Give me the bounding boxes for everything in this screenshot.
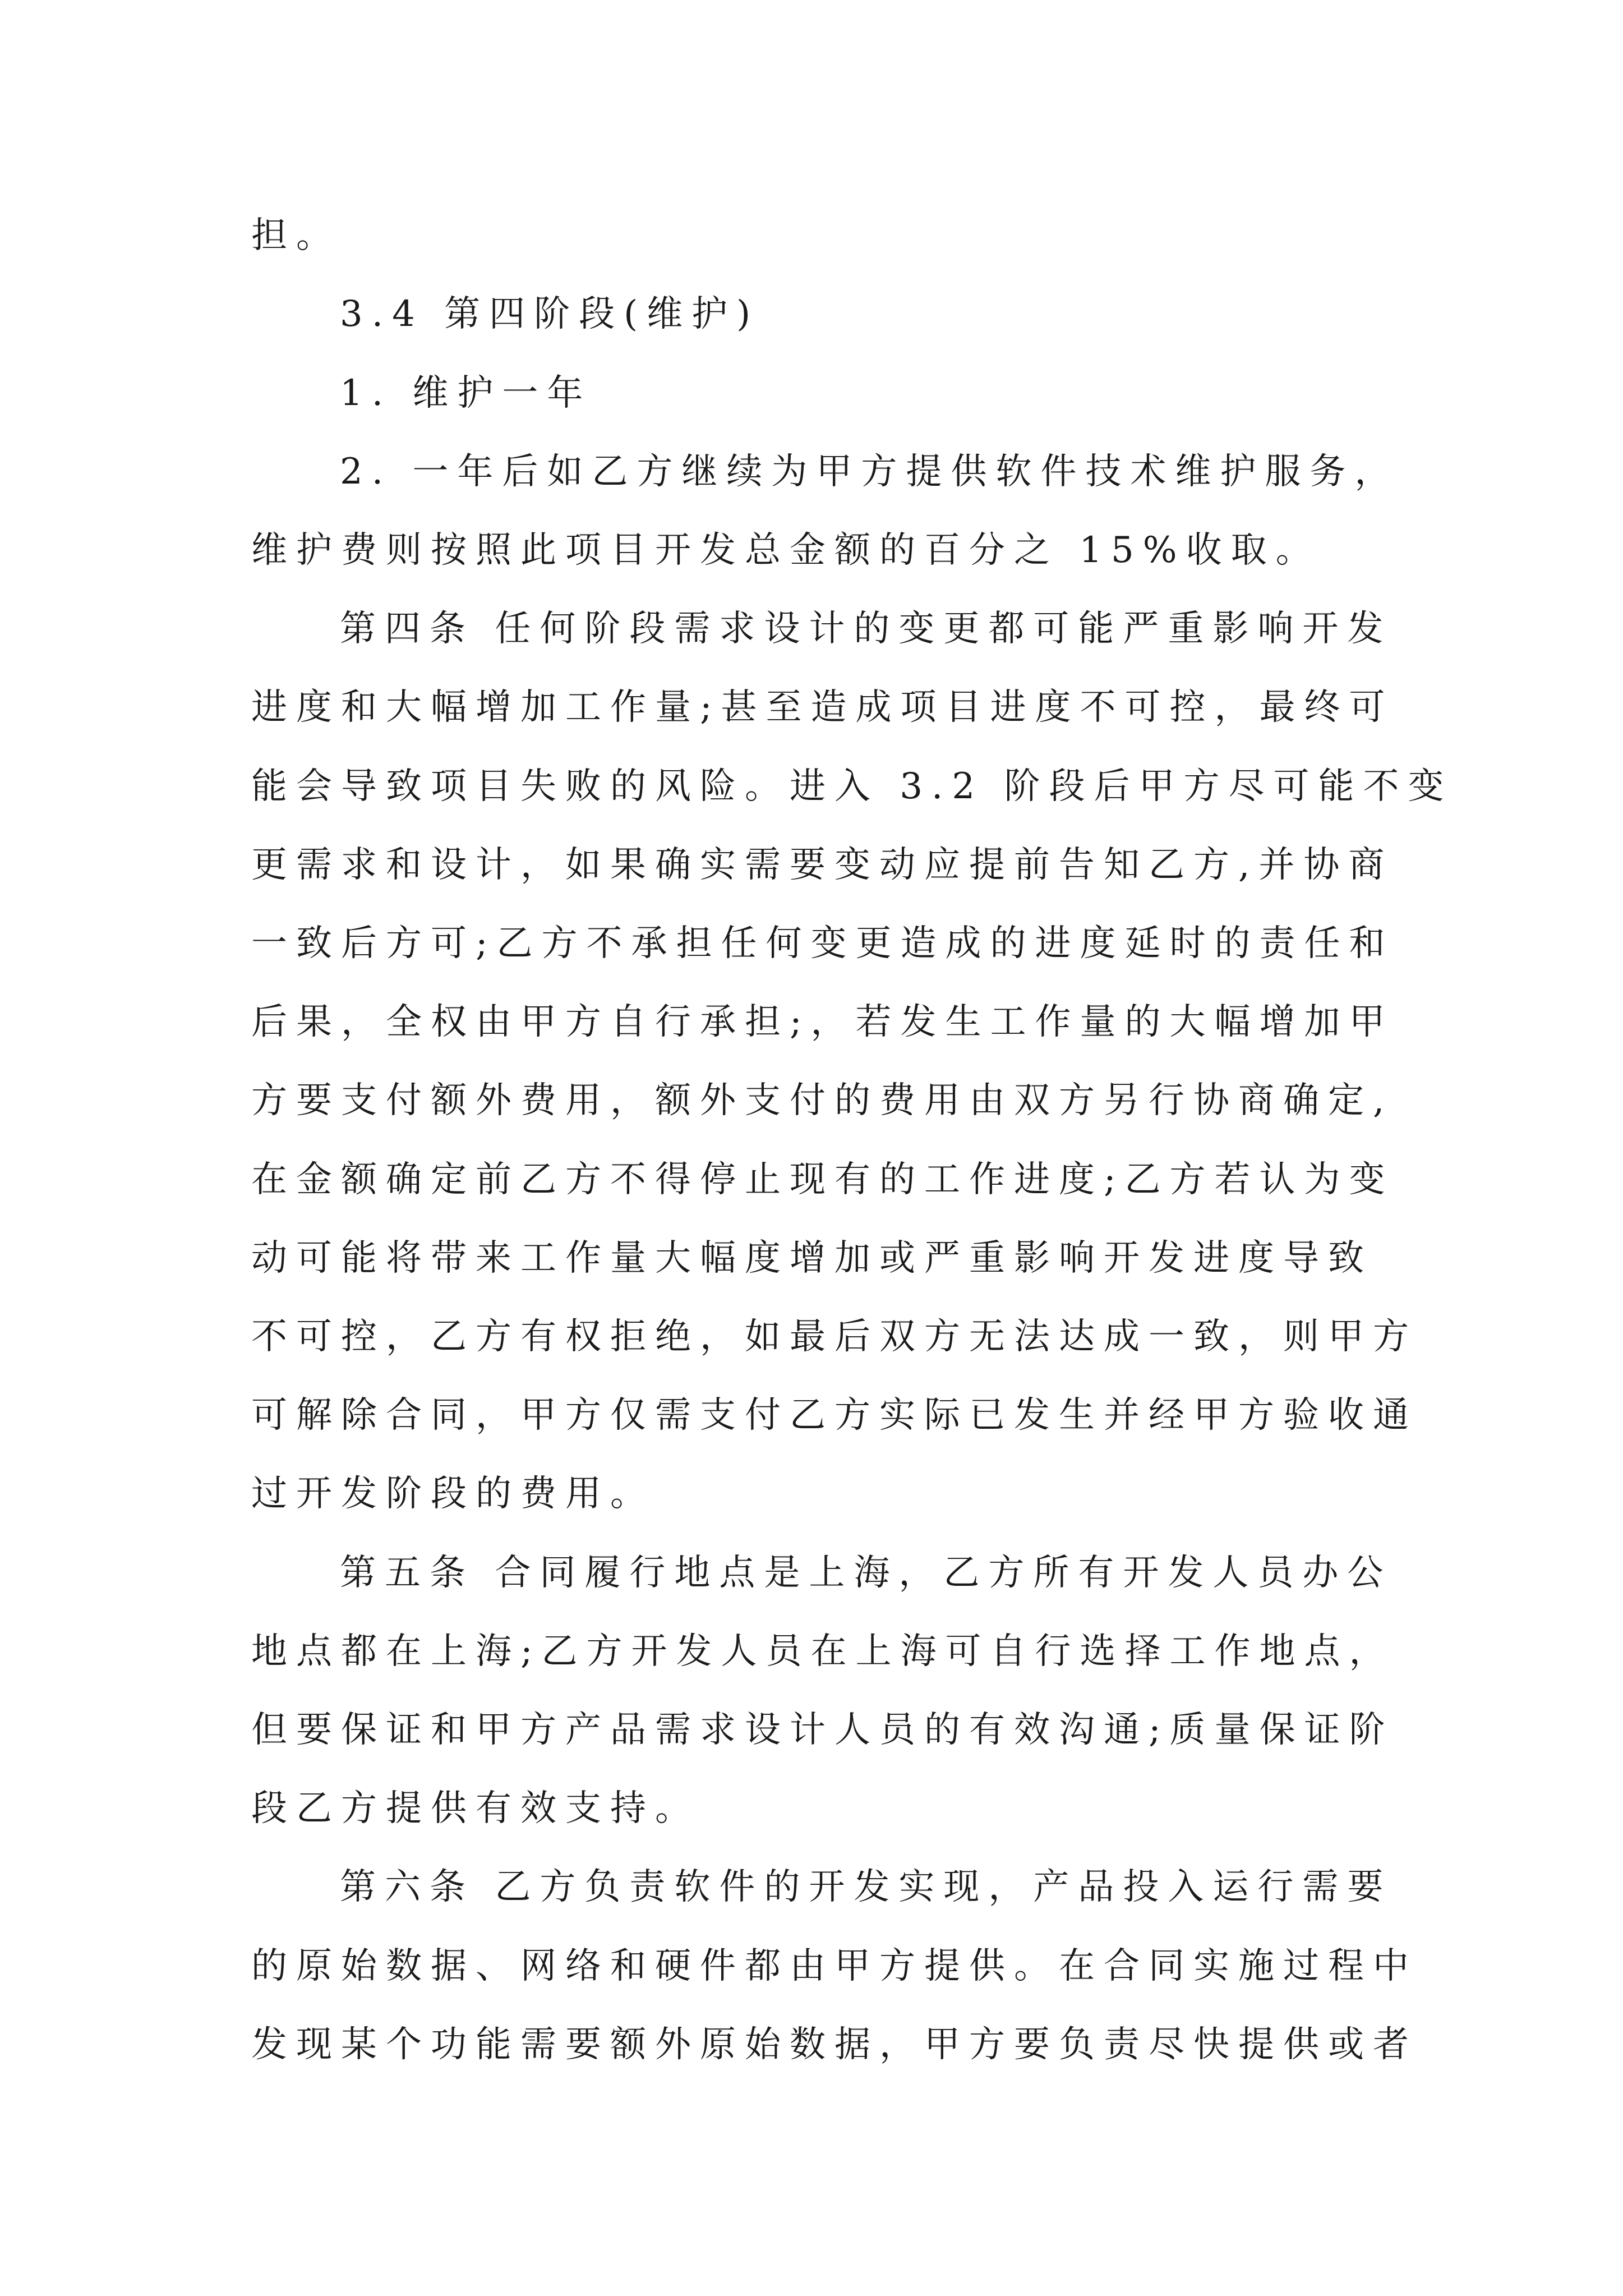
text-line: 过开发阶段的费用。	[251, 1473, 655, 1515]
section-heading: 3.4 第四阶段(维护)	[340, 293, 760, 335]
text-line: 能会导致项目失败的风险。进入 3.2 阶段后甲方尽可能不变	[251, 766, 1453, 807]
text-line: 担。	[251, 215, 341, 256]
text-line: 但要保证和甲方产品需求设计人员的有效沟通;质量保证阶	[251, 1709, 1394, 1751]
article-start-line: 第五条 合同履行地点是上海，乙方所有开发人员办公	[340, 1552, 1393, 1594]
text-line: 后果，全权由甲方自行承担;，若发生工作量的大幅增加甲	[251, 1001, 1394, 1043]
text-line: 不可控，乙方有权拒绝，如最后双方无法达成一致，则甲方	[251, 1316, 1418, 1358]
text-line: 的原始数据、网络和硬件都由甲方提供。在合同实施过程中	[251, 1945, 1418, 1987]
article-start-line: 第六条 乙方负责软件的开发实现，产品投入运行需要	[340, 1866, 1393, 1908]
text-line: 进度和大幅增加工作量;甚至造成项目进度不可控，最终可	[251, 687, 1394, 728]
article-start-line: 第四条 任何阶段需求设计的变更都可能严重影响开发	[340, 608, 1393, 650]
list-item: 2. 一年后如乙方继续为甲方提供软件技术维护服务，	[340, 451, 1400, 493]
text-line: 可解除合同，甲方仅需支付乙方实际已发生并经甲方验收通	[251, 1395, 1418, 1436]
text-line: 动可能将带来工作量大幅度增加或严重影响开发进度导致	[251, 1237, 1373, 1279]
text-line: 一致后方可;乙方不承担任何变更造成的进度延时的责任和	[251, 923, 1394, 964]
text-line: 维护费则按照此项目开发总金额的百分之 15%收取。	[251, 530, 1321, 571]
text-line: 发现某个功能需要额外原始数据，甲方要负责尽快提供或者	[251, 2024, 1418, 2065]
text-line: 方要支付额外费用，额外支付的费用由双方另行协商确定,	[251, 1080, 1394, 1121]
text-line: 更需求和设计，如果确实需要变动应提前告知乙方,并协商	[251, 844, 1394, 886]
text-line: 地点都在上海;乙方开发人员在上海可自行选择工作地点，	[251, 1631, 1394, 1672]
list-item: 1. 维护一年	[340, 372, 592, 414]
text-line: 在金额确定前乙方不得停止现有的工作进度;乙方若认为变	[251, 1159, 1394, 1200]
text-line: 段乙方提供有效支持。	[251, 1788, 700, 1829]
